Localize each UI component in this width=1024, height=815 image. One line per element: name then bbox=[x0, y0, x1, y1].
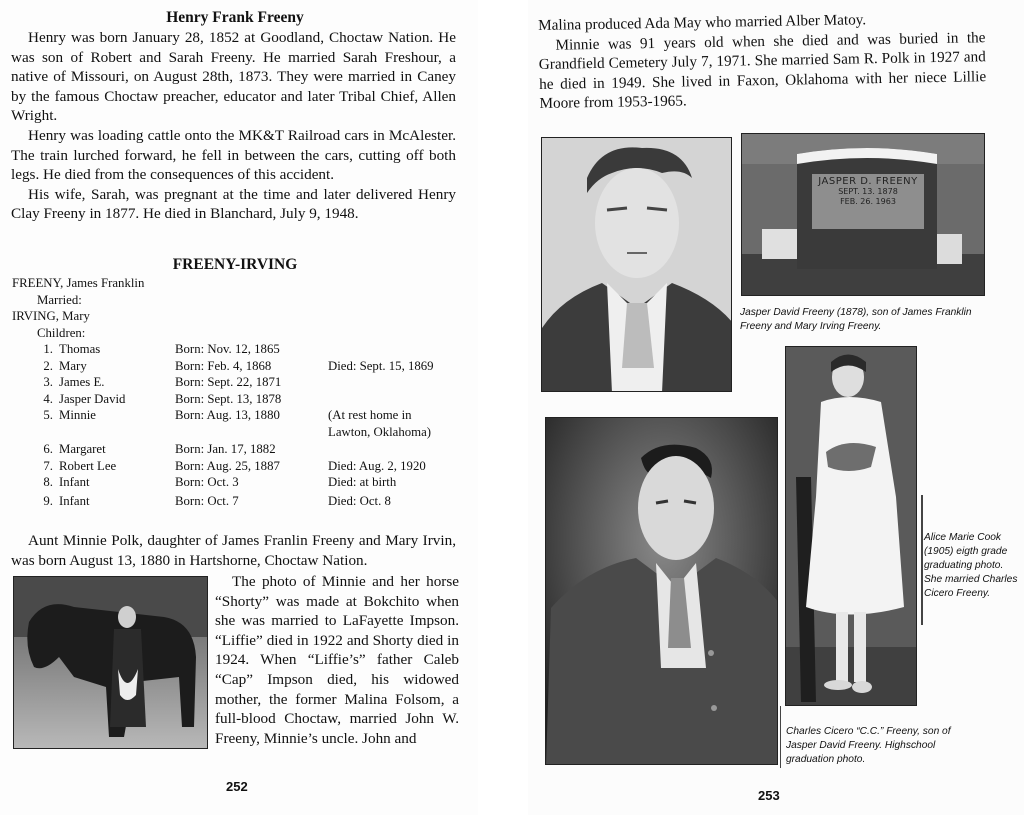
child-born: Born: Aug. 13, 1880 bbox=[175, 408, 280, 422]
graduation-girl-image bbox=[786, 347, 917, 706]
bio-text bbox=[11, 28, 456, 224]
child-name: James E. bbox=[59, 375, 105, 389]
minnie-photo-paragraph: The photo of Minnie and her horse “Shorty” was made at Bokchito when she was married to LaFayette Impson. “Liffie” died in 1922 and Shorty died in 1924. When “Liffie’s” father Caleb “Cap” Impson died, his widowed mother, the former Malina Folsom, a full-blood Choctaw, married John W. Freeny, Minnie’s uncle. John and bbox=[215, 573, 459, 747]
headstone-name: JASPER D. FREENY bbox=[818, 176, 918, 187]
child-number: 8. bbox=[43, 475, 53, 489]
child-died: Died: at birth bbox=[328, 475, 397, 489]
child-number: 3. bbox=[43, 375, 53, 389]
continuation-text: Malina produced Ada May who married Alber Matoy. bbox=[538, 11, 867, 34]
child-number: 6. bbox=[43, 442, 53, 456]
child-name: Minnie bbox=[59, 408, 96, 422]
page-number-left: 252 bbox=[226, 779, 248, 794]
headstone-image bbox=[742, 134, 985, 296]
headstone-inscription bbox=[812, 176, 924, 207]
minnie-death-paragraph: Minnie was 91 years old when she died and was buried in the Grandfield Cemetery July 7, 1971. She married Sam R. Polk in 1927 and he died in 1949. She lived in Faxon, Oklahoma with her niece Lillie Moore from 1953-1965. bbox=[538, 28, 987, 113]
child-born: Born: Oct. 7 bbox=[175, 494, 239, 508]
book-gutter bbox=[478, 0, 528, 815]
photo-graduation-man bbox=[545, 417, 778, 765]
married-label: Married: bbox=[37, 292, 82, 307]
bio-paragraph-2: Henry was loading cattle onto the MK&T Railroad cars in McAlester. The train lurched forward, he fell in between the cars, cutting off both legs. He died from the consequences of this accident. bbox=[11, 126, 456, 184]
photo-young-man-image bbox=[542, 138, 732, 392]
headstone-death: FEB. 26. 1963 bbox=[840, 197, 896, 206]
minnie-intro bbox=[11, 531, 456, 570]
child-name: Margaret bbox=[59, 442, 106, 456]
child-born: Born: Sept. 13, 1878 bbox=[175, 392, 282, 406]
bio-paragraph-3: His wife, Sarah, was pregnant at the time and later delivered Henry Clay Freeny in 1877. He died in Blanchard, July 9, 1948. bbox=[11, 185, 456, 223]
child-name: Robert Lee bbox=[59, 459, 117, 473]
child-number: 1. bbox=[43, 342, 53, 356]
child-died: Died: Oct. 8 bbox=[328, 494, 391, 508]
child-number: 9. bbox=[43, 494, 53, 508]
graduation-man-image bbox=[546, 418, 778, 765]
child-born: Born: Feb. 4, 1868 bbox=[175, 359, 272, 373]
page-number-right: 253 bbox=[758, 788, 780, 803]
child-born: Born: Aug. 25, 1887 bbox=[175, 459, 280, 473]
child-died: (At rest home in bbox=[328, 408, 412, 422]
child-name: Infant bbox=[59, 494, 90, 508]
headstone-caption: Jasper David Freeny (1878), son of James Franklin Freeny and Mary Irving Freeny. bbox=[740, 307, 972, 332]
child-name: Thomas bbox=[59, 342, 101, 356]
right-text bbox=[538, 8, 987, 114]
caption-rule-man bbox=[780, 706, 781, 768]
child-died: Died: Aug. 2, 1920 bbox=[328, 459, 426, 473]
child-born: Born: Oct. 3 bbox=[175, 475, 239, 489]
caption-rule-girl bbox=[921, 495, 923, 625]
left-page bbox=[0, 0, 478, 815]
headstone-birth: SEPT. 13. 1878 bbox=[838, 187, 898, 196]
family-parents bbox=[12, 275, 144, 341]
child-died-line2: Lawton, Oklahoma) bbox=[328, 424, 432, 439]
graduation-girl-caption: Alice Marie Cook (1905) eigth grade graduating photo. She married Charles Cicero Freeny. bbox=[924, 532, 1018, 599]
child-name: Jasper David bbox=[59, 392, 126, 406]
wife-name: IRVING, Mary bbox=[12, 309, 90, 324]
photo-minnie-horse-image bbox=[14, 577, 208, 749]
bio-paragraph-1: Henry was born January 28, 1852 at Goodland, Choctaw Nation. He was son of Robert and Sarah Freeny. He married Sarah Freshour, a native of Missouri, on August 28th, 1873. They were married in Caney by the famous Choctaw preacher, educator and later Tribal Chief, Allen Wright. bbox=[11, 29, 456, 125]
photo-young-man-portrait bbox=[541, 137, 732, 392]
child-died: Died: Sept. 15, 1869 bbox=[328, 359, 434, 373]
child-number: 4. bbox=[43, 392, 53, 406]
children-label: Children: bbox=[37, 325, 86, 340]
graduation-man-caption: Charles Cicero “C.C.” Freeny, son of Jasper David Freeny. Highschool graduation photo. bbox=[786, 726, 951, 765]
child-born: Born: Nov. 12, 1865 bbox=[175, 342, 280, 356]
photo-minnie-horse bbox=[13, 576, 208, 749]
minnie-intro-text: Aunt Minnie Polk, daughter of James Franlin Freeny and Mary Irvin, was born August 13, 1880 in Hartshorne, Choctaw Nation. bbox=[11, 532, 456, 569]
bio-title: Henry Frank Freeny bbox=[166, 9, 304, 26]
child-born: Born: Jan. 17, 1882 bbox=[175, 442, 276, 456]
family-heading: FREENY-IRVING bbox=[172, 256, 298, 273]
child-name: Infant bbox=[59, 475, 90, 489]
photo-graduation-girl bbox=[785, 346, 917, 706]
minnie-photo-text bbox=[215, 572, 459, 748]
child-name: Mary bbox=[59, 359, 87, 373]
child-number: 7. bbox=[43, 459, 53, 473]
photo-headstone bbox=[741, 133, 985, 296]
right-page bbox=[528, 0, 1024, 815]
child-number: 5. bbox=[43, 408, 53, 422]
child-born: Born: Sept. 22, 1871 bbox=[175, 375, 282, 389]
child-number: 2. bbox=[43, 359, 53, 373]
husband-name: FREENY, James Franklin bbox=[12, 276, 145, 290]
